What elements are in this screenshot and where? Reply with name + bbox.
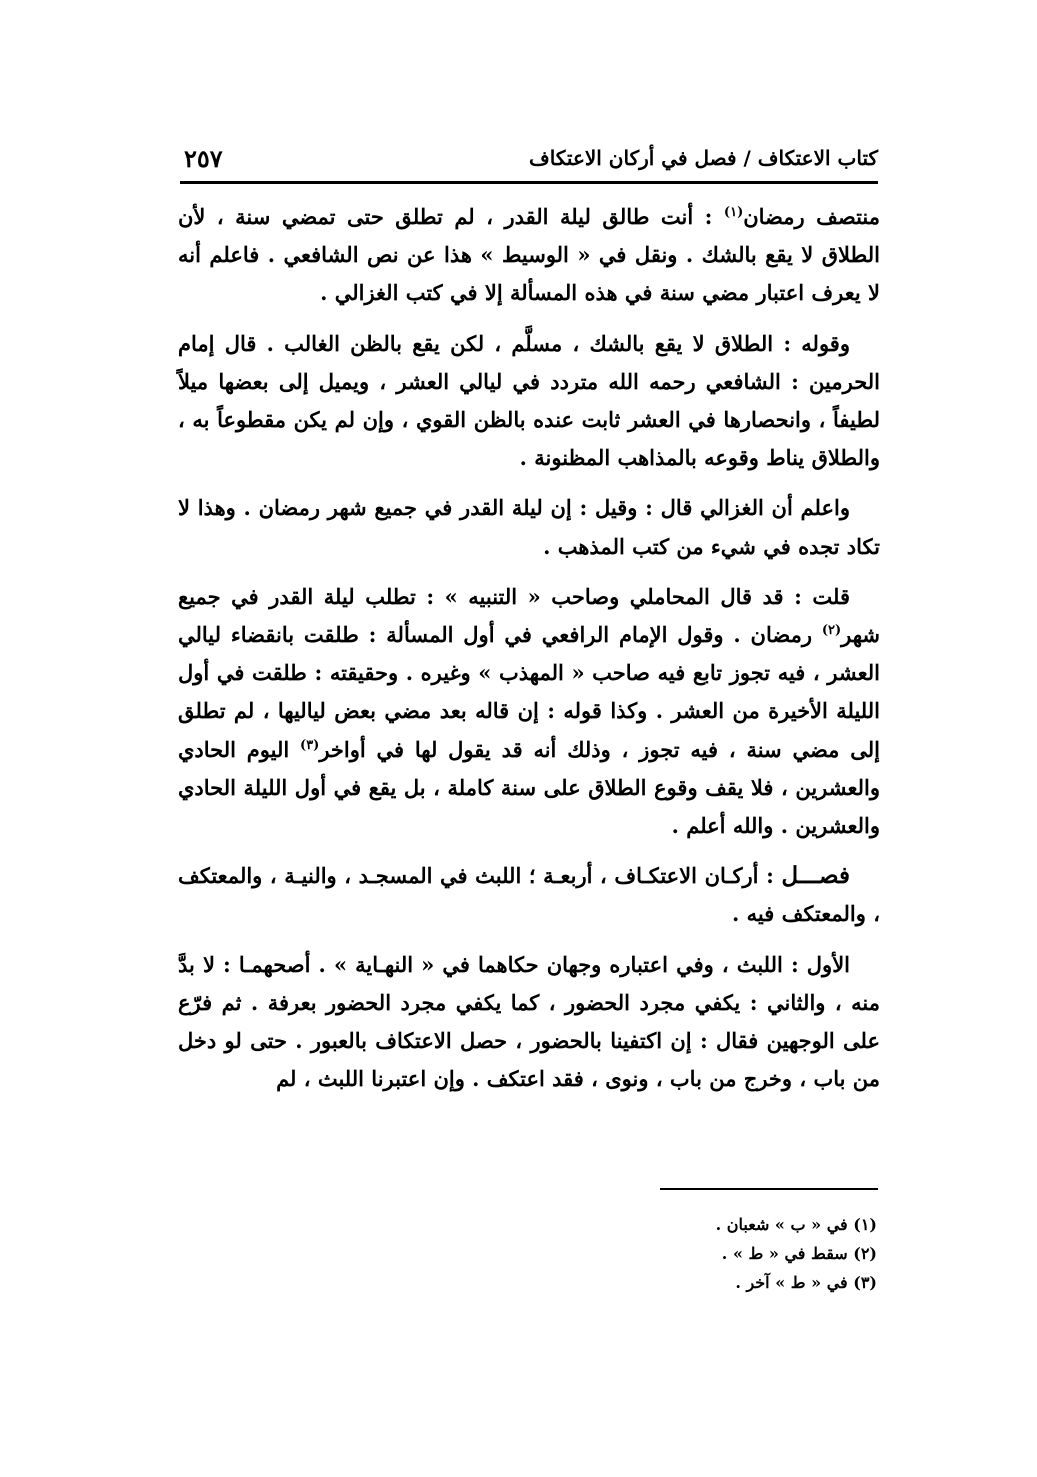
paragraph-4: قلت : قد قال المحاملي وصاحب « التنبيه » : تطلب ليلة القدر في جميع شهر$^{(٢)}$ رمضان . وقول الإمام الرافعي في أول المسألة : طلقت بانقضاء ليالي العشر ، فيه تجوز تابع فيه صاحب « المهذب » وغيره . وحقيقته : طلقت في أول الليلة الأخيرة من العشر . وكذا قوله : إن قاله بعد مضي بعض لياليها ، لم تطلق إلى مضي سنة ، فيه تجوز ، وذلك أنه قد يقول لها في أواخر$^{(٣)}$ اليوم الحادي والعشرين ، فلا يقف وقوع الطلاق على سنة كاملة ، بل يقع في أول الليلة الحادي والعشرين . والله أعلم . xyxy=(178,583,880,839)
paragraph-3: واعلم أن الغزالي قال : وقيل : إن ليلة القدر في جميع شهر رمضان . وهذا لا تكاد تجده في شيء من كتب المذهب . xyxy=(178,495,880,559)
paragraph-2: وقوله : الطلاق لا يقع بالشك ، مسلَّم ، لكن يقع بالظن الغالب . قال إمام الحرمين : الشافعي رحمه الله متردد في ليالي العشر ، ويميل إلى بعضها ميلاً لطيفاً ، وانحصارها في العشر ثابت عنده بالظن القوي ، وإن لم يكن مقطوعاً به ، والطلاق يناط وقوعه بالمذاهب المظنونة . xyxy=(178,330,880,471)
paragraph-5: فصـــل : أركـان الاعتكـاف ، أربعـة ؛ اللبث في المسجـد ، والنيـة ، والمعتكف ، والمعتكف فيه . xyxy=(178,862,880,927)
page-header xyxy=(178,146,878,180)
header-rule xyxy=(180,181,878,184)
footnote-3: (٣) في « ط » آخر . xyxy=(735,1273,877,1292)
paragraph-6: الأول : اللبث ، وفي اعتباره وجهان حكاهما في « النهـاية » . أصحهمـا : لا بدَّ منه ، والثاني : يكفي مجرد الحضور ، كما يكفي مجرد الحضور بعرفة . ثم فرّع على الوجهين فقال : إن اكتفينا بالحضور ، حصل الاعتكاف بالعبور . حتى لو دخل من باب ، وخرج من باب ، ونوى ، فقد اعتكف . وإن اعتبرنا اللبث ، لم xyxy=(178,951,880,1092)
footnote-2: (٢) سقط في « ط » . xyxy=(721,1244,877,1263)
footnotes xyxy=(377,1210,877,1297)
body-text xyxy=(178,198,880,1110)
footnote-1: (١) في « ب » شعبان . xyxy=(715,1215,877,1234)
running-title: كتاب الاعتكاف / فصل في أركان الاعتكاف xyxy=(529,146,878,170)
section-heading-fasl: فصـــل xyxy=(781,862,850,890)
paragraph-1: منتصف رمضان$^{(١)}$ : أنت طالق ليلة القدر ، لم تطلق حتى تمضي سنة ، لأن الطلاق لا يقع بالشك . ونقل في « الوسيط » هذا عن نص الشافعي . فاعلم أنه لا يعرف اعتبار مضي سنة في هذه المسألة إلا في كتب الغزالي . xyxy=(178,204,880,306)
footnote-ref-2: (٢) xyxy=(821,623,842,639)
footnote-ref-3: (٣) xyxy=(300,737,320,753)
footnote-rule xyxy=(660,1188,878,1190)
footnote-ref-1: (١) xyxy=(723,205,744,220)
page-number: ٢٥٧ xyxy=(184,144,223,173)
